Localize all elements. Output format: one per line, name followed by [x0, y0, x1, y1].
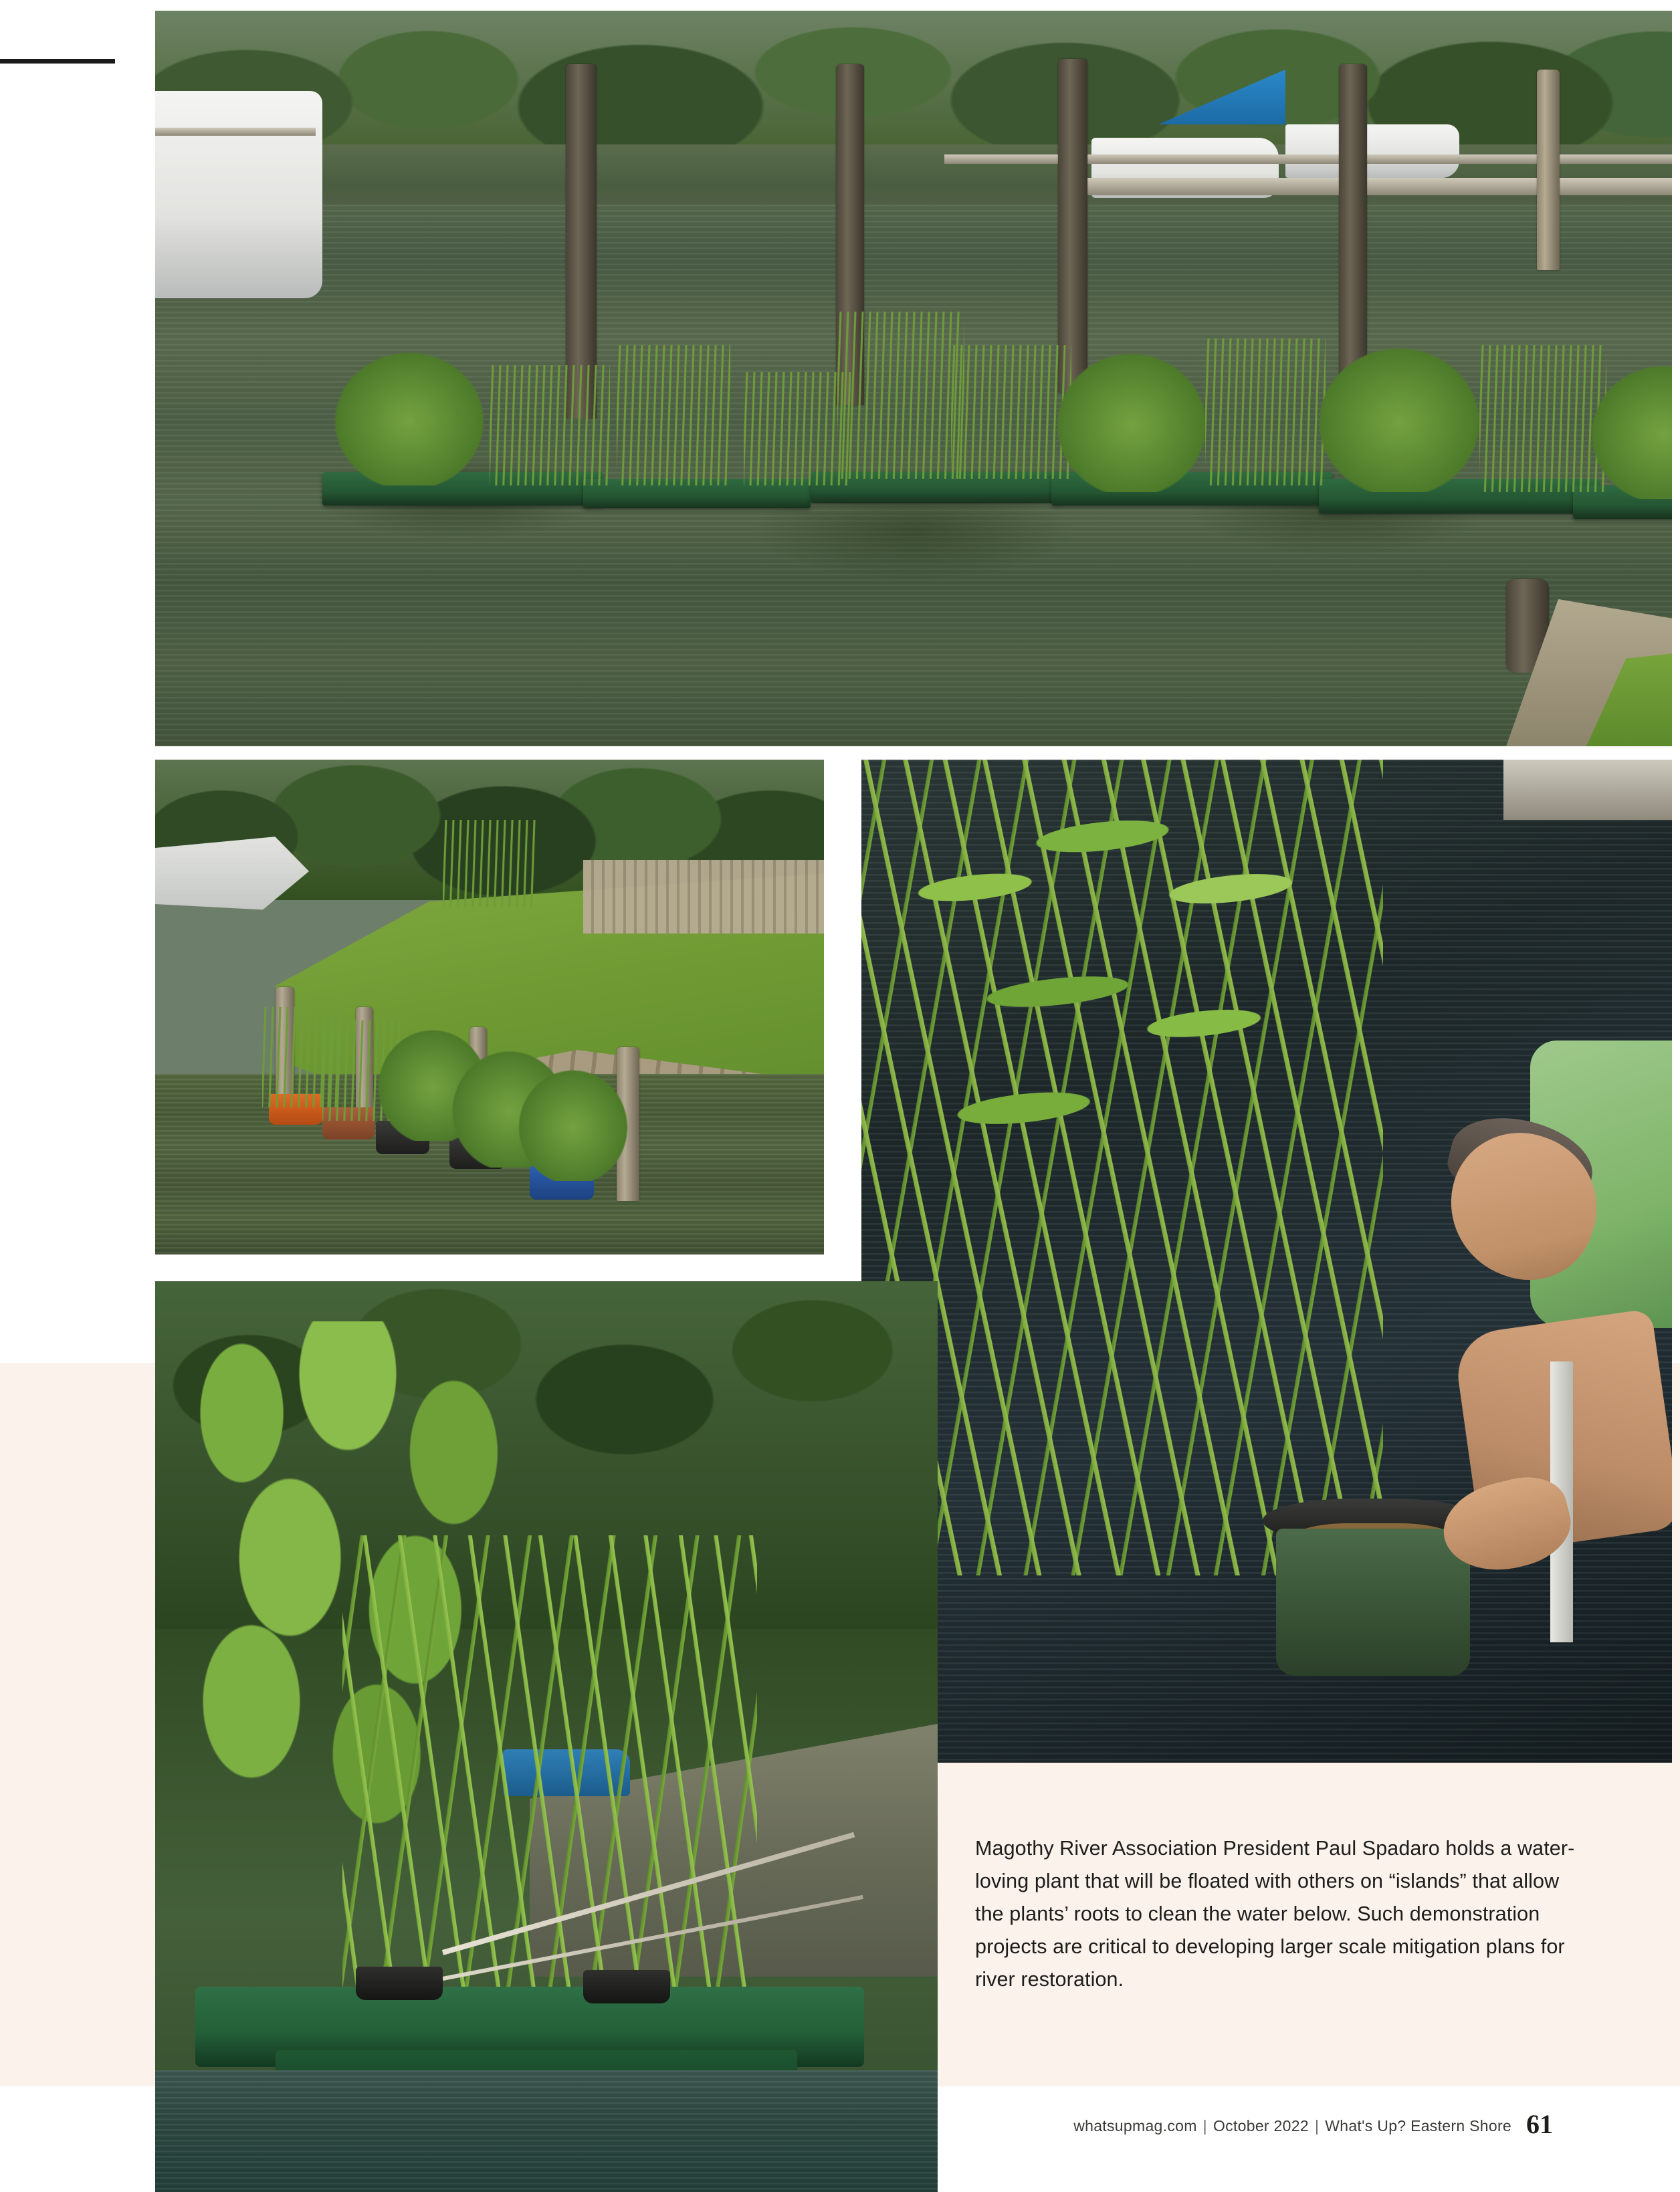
island-plant-cluster-1: [322, 325, 496, 485]
dock-walkway-far: [944, 154, 1672, 164]
photo-potted-plants-along-bulkhead: [155, 760, 824, 1254]
marsh-plant-leaves: [865, 761, 1419, 1280]
photo-floating-wetland-islands-marina: [155, 11, 1672, 746]
dock-piling-5: [1537, 70, 1560, 270]
photo-caption: Magothy River Association President Paul Spadaro holds a water-loving plant that will be floated with others on “islands” that allow the plants’ roots to clean the water below. Such demonstration projects are critical to developing larger scale mitigation plans for river restoration.: [975, 1837, 1575, 1991]
footer-website: whatsupmag.com: [1073, 2117, 1197, 2134]
island-plant-cluster-3: [1305, 318, 1493, 492]
floating-bucket: [1276, 1529, 1470, 1676]
island-grass-tuft-4: [837, 312, 964, 479]
corner-rule-decoration: [0, 59, 115, 64]
boat-hull-left: [155, 91, 322, 298]
footer-issue: October 2022: [1213, 2117, 1309, 2134]
footer-credit-line: [1073, 2117, 1511, 2135]
footer-separator-2: |: [1314, 2117, 1320, 2134]
island-plant-cluster-2: [1045, 325, 1219, 492]
photo-lush-planted-floating-island: [155, 1281, 938, 2192]
footer-publication: What's Up? Eastern Shore: [1325, 2117, 1511, 2134]
island-plant-cluster-4: [1580, 338, 1672, 499]
dock-walkway-right: [1065, 178, 1672, 195]
wood-fence: [583, 860, 824, 934]
island-grass-tuft-2: [617, 345, 730, 485]
photo-paul-spadaro-holding-plant: [861, 760, 1672, 1763]
island-grass-tuft-1: [490, 365, 610, 485]
page-number: 61: [1526, 2109, 1553, 2139]
sailboat-hull-right: [1285, 124, 1459, 178]
dock-edge-top: [1503, 760, 1672, 820]
shore-reeds: [443, 820, 536, 907]
footer-separator-1: |: [1202, 2117, 1207, 2134]
plant-pot-in-raft-1: [356, 1967, 443, 2000]
page-footer: [0, 2106, 1680, 2147]
plant-pot-in-raft-2: [583, 1970, 670, 2003]
island-grass-tuft-3: [744, 372, 851, 485]
potted-broadleaf-3: [510, 1047, 637, 1181]
dock-walkway-left: [155, 128, 316, 136]
